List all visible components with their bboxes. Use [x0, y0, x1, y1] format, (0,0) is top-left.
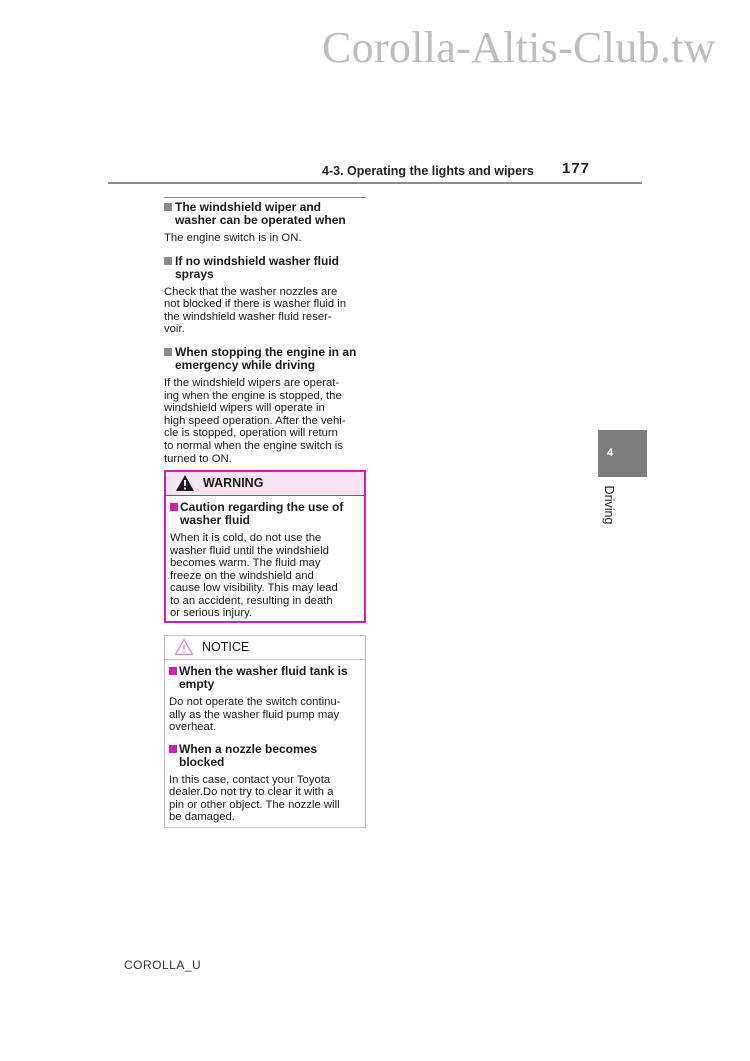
main-column — [164, 201, 368, 475]
notice-body-nozzle-blocked: In this case, contact your Toyota dealer.Do not try to clear it with a pin or other object. The nozzle will be damaged. — [169, 773, 340, 823]
notice-heading-tank-empty: When the washer fluid tank is empty — [169, 665, 361, 691]
column-divider — [164, 197, 366, 198]
section-heading: When stopping the engine in an emergency while driving — [164, 346, 368, 372]
bullet-square-icon — [169, 745, 177, 753]
bullet-square-icon — [169, 667, 177, 675]
chapter-number: 4 — [607, 447, 614, 459]
chapter-tab — [598, 430, 647, 477]
bullet-square-icon — [164, 257, 172, 265]
section-no-washer-spray — [164, 255, 368, 336]
notice-header — [165, 636, 365, 660]
section-body: If the windshield wipers are operat- ing when the engine is stopped, the windshield wipers will operate in high speed operation. After the vehi- cle is stopped, operation will return to normal when the engine switch is turned to ON. — [164, 376, 346, 465]
section-emergency-stop — [164, 346, 368, 465]
warning-body: When it is cold, do not use the washer fluid until the windshield becomes warm. The fluid may freeze on the windshield and cause low visibility. This may lead to an accident, resulting in death or serious injury. — [170, 532, 338, 619]
notice-label: NOTICE — [202, 640, 250, 654]
warning-header — [166, 472, 364, 496]
warning-triangle-icon — [175, 474, 195, 492]
warning-heading: Caution regarding the use of washer fluid — [170, 501, 360, 527]
bullet-square-icon — [164, 348, 172, 356]
notice-heading-nozzle-blocked: When a nozzle becomes blocked — [169, 743, 361, 769]
section-wiper-operation — [164, 201, 368, 245]
warning-box — [164, 470, 366, 623]
section-body: The engine switch is in ON. — [164, 232, 302, 244]
warning-label: WARNING — [203, 476, 264, 490]
bullet-square-icon — [170, 503, 178, 511]
notice-box — [164, 635, 366, 828]
notice-body-tank-empty: Do not operate the switch continu- ally as the washer fluid pump may overheat. — [169, 696, 341, 733]
bullet-square-icon — [164, 203, 172, 211]
section-title: 4-3. Operating the lights and wipers — [322, 164, 534, 178]
section-body: Check that the washer nozzles are not blocked if there is washer fluid in the windshield washer fluid reser- voir. — [164, 285, 347, 336]
caution-triangle-icon — [174, 638, 194, 656]
page-number: 177 — [562, 160, 591, 177]
chapter-label: Driving — [602, 485, 616, 525]
header-divider — [108, 182, 642, 184]
section-heading: The windshield wiper and washer can be operated when — [164, 201, 368, 227]
footer-code: COROLLA_U — [124, 958, 202, 972]
watermark: Corolla-Altis-Club.tw — [322, 23, 716, 72]
section-heading: If no windshield washer fluid sprays — [164, 255, 368, 281]
